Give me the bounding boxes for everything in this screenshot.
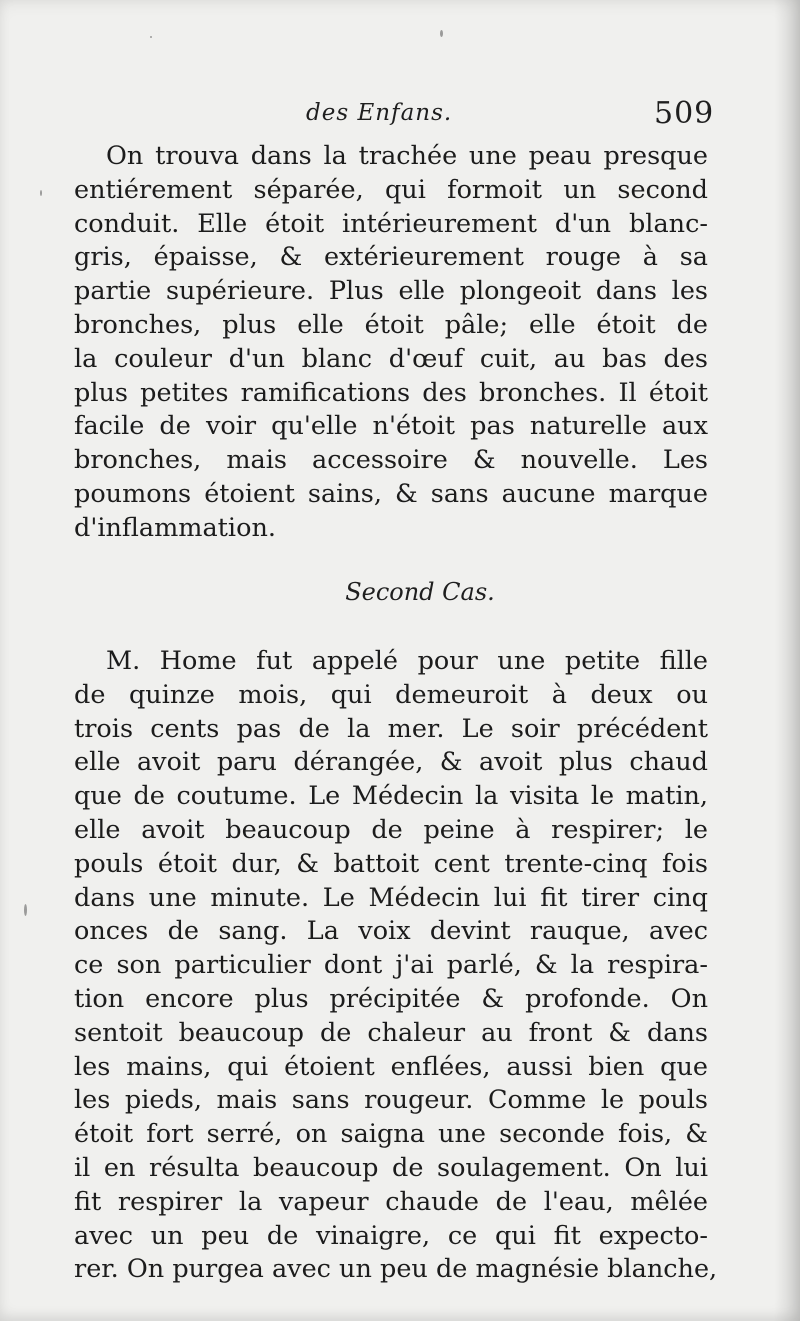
- text-line: On trouva dans la trachée une peau presque: [106, 141, 708, 171]
- text-line: bronches, mais accessoire & nouvelle. Les: [74, 445, 708, 476]
- text-line: facile de voir qu'elle n'étoit pas naturelle aux: [74, 411, 708, 442]
- text-line: tion encore plus précipitée & profonde. On: [74, 983, 708, 1014]
- text-line: dans une minute. Le Médecin lui fit tirer cinq: [74, 882, 708, 913]
- ink-speck: [24, 904, 27, 916]
- text-line: il en résulta beaucoup de soulagement. On lui: [74, 1152, 708, 1183]
- page-gutter-shadow: [774, 0, 800, 1321]
- ink-speck: [440, 30, 443, 37]
- text-line: de quinze mois, qui demeuroit à deux ou: [74, 679, 708, 710]
- section-heading: Second Cas.: [345, 578, 495, 606]
- text-line: bronches, plus elle étoit pâle; elle étoit de: [74, 309, 708, 340]
- text-line: trois cents pas de la mer. Le soir précédent: [74, 713, 708, 744]
- text-line: que de coutume. Le Médecin la visita le matin,: [74, 781, 708, 812]
- text-line: elle avoit paru dérangée, & avoit plus chaud: [74, 747, 708, 778]
- text-line: conduit. Elle étoit intérieurement d'un blanc-: [74, 208, 708, 239]
- text-line: étoit fort serré, on saigna une seconde fois, &: [74, 1119, 708, 1150]
- text-line: plus petites ramifications des bronches. Il étoit: [74, 377, 708, 408]
- text-line: partie supérieure. Plus elle plongeoit dans les: [74, 276, 708, 307]
- text-line: ce son particulier dont j'ai parlé, & la respira-: [74, 950, 708, 981]
- running-head: des Enfans.: [306, 100, 453, 126]
- text-line: entiérement séparée, qui formoit un second: [74, 174, 708, 205]
- text-line: d'inflammation.: [74, 512, 276, 543]
- text-line: onces de sang. La voix devint rauque, avec: [74, 916, 708, 947]
- text-line: avec un peu de vinaigre, ce qui fit expecto-: [74, 1220, 708, 1251]
- text-line: M. Home fut appelé pour une petite fille: [106, 646, 708, 676]
- text-line: rer. On purgea avec un peu de magnésie blanche,: [74, 1254, 718, 1285]
- page-header: [0, 96, 800, 136]
- paragraph-1: [74, 140, 708, 546]
- text-line: les pieds, mais sans rougeur. Comme le pouls: [74, 1085, 708, 1116]
- text-line: poumons étoient sains, & sans aucune marque: [74, 478, 708, 509]
- text-line: fit respirer la vapeur chaude de l'eau, mêlée: [74, 1186, 708, 1217]
- page-number: 509: [654, 96, 715, 131]
- ink-speck: [150, 36, 152, 38]
- text-line: les mains, qui étoient enflées, aussi bien que: [74, 1051, 708, 1082]
- ink-speck: [40, 190, 42, 196]
- text-line: gris, épaisse, & extérieurement rouge à sa: [74, 242, 708, 273]
- text-line: sentoit beaucoup de chaleur au front & dans: [74, 1017, 708, 1048]
- text-line: la couleur d'un blanc d'œuf cuit, au bas des: [74, 343, 708, 374]
- text-line: pouls étoit dur, & battoit cent trente-cinq fois: [74, 848, 708, 879]
- paragraph-2: [74, 645, 718, 1287]
- text-line: elle avoit beaucoup de peine à respirer; le: [74, 814, 708, 845]
